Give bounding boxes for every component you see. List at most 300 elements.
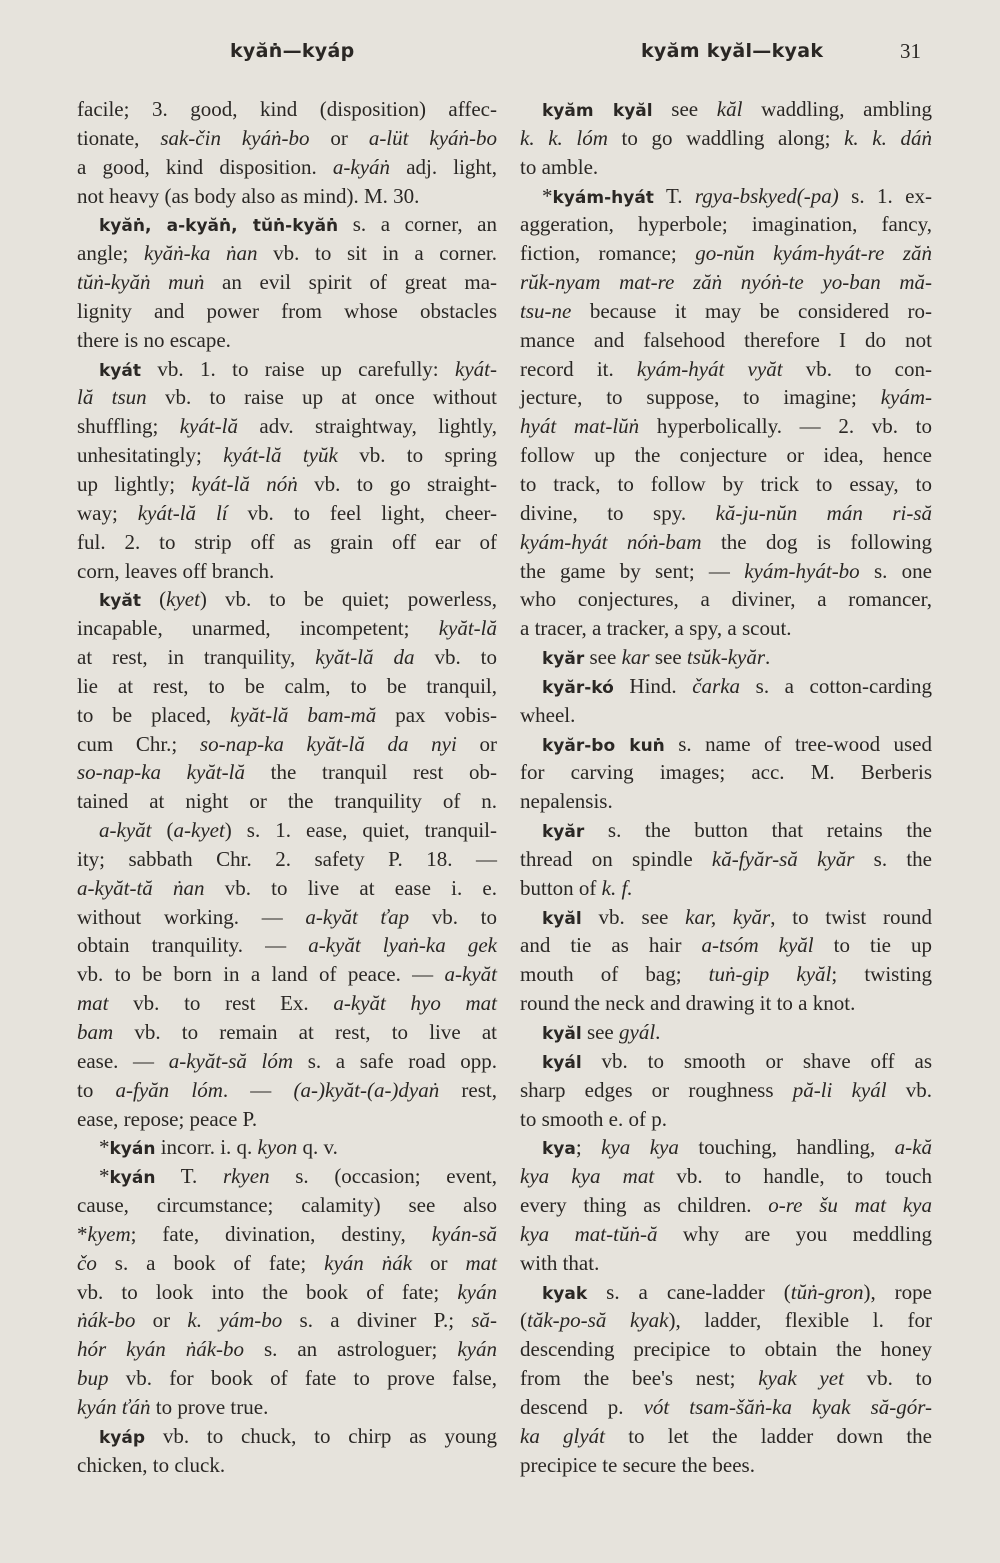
text-run: to — [77, 1077, 116, 1102]
text-run: not heavy (as body also as mind). M. 30. — [77, 183, 420, 208]
text-run: to prove true. — [150, 1394, 269, 1419]
headword: kyăṅ, a-kyăṅ, tŭṅ-kyăṅ — [99, 216, 339, 237]
text-run: vb. see — [581, 904, 686, 929]
text-line — [520, 1335, 932, 1364]
text-run: vb. to be born in a land of peace. — — [77, 962, 445, 987]
text-run: ( — [520, 1308, 527, 1333]
text-run: . — [765, 645, 771, 670]
italic-term: kya kya mat — [520, 1164, 655, 1189]
text-line — [77, 672, 497, 701]
text-line — [77, 643, 497, 672]
text-run: vb. to sit in a corner. — [257, 241, 497, 266]
text-line — [77, 816, 497, 845]
italic-term: kă-fyăr-să kyăr — [711, 846, 855, 871]
text-line — [520, 499, 932, 528]
headword: kyál — [542, 1052, 582, 1073]
text-line — [77, 1249, 497, 1278]
text-line — [520, 874, 932, 903]
text-line — [77, 1047, 497, 1076]
italic-term: a-kyăt-tă ṅan — [77, 875, 205, 900]
text-run: s. 1. ex- — [838, 183, 932, 208]
italic-term: mat — [77, 991, 109, 1016]
text-line — [520, 1162, 932, 1191]
text-run: without working. — — [77, 904, 306, 929]
text-line — [520, 758, 932, 787]
text-run: adj. light, — [390, 154, 497, 179]
text-run: wheel. — [520, 702, 576, 727]
text-run: shuffling; — [77, 414, 180, 439]
text-line — [520, 1133, 932, 1162]
headword: kyăm kyăl — [542, 101, 653, 121]
text-run: s. name of tree-wood used — [664, 731, 933, 756]
text-run: corn, leaves off branch. — [77, 558, 275, 583]
text-line — [520, 931, 932, 960]
italic-term: kyăt-lă bam-mă — [230, 702, 377, 727]
italic-term: kyăt-lă — [438, 616, 497, 641]
italic-term: kyăt-lă da — [315, 645, 415, 670]
text-run: vb. to — [409, 904, 498, 929]
text-line — [520, 1249, 932, 1278]
headword: kyăr — [542, 822, 585, 843]
text-run: s. a diviner P.; — [282, 1308, 472, 1333]
text-run: to track, to follow by trick to essay, to — [520, 471, 932, 496]
italic-term: kă-ju-nŭn mán ri-să — [715, 500, 932, 525]
text-line — [520, 672, 932, 701]
text-run: to amble. — [520, 154, 599, 179]
italic-term: a-kyăt hyo mat — [333, 991, 497, 1016]
italic-term: kyet — [166, 587, 200, 612]
italic-term: bup — [77, 1366, 109, 1391]
text-line — [520, 239, 932, 268]
text-run: ease, repose; peace P. — [77, 1106, 258, 1131]
text-run: touching, handling, — [678, 1135, 895, 1160]
text-line — [77, 268, 497, 297]
text-run: vb. to — [414, 645, 498, 670]
headword: kyăl — [542, 1024, 582, 1044]
text-run: vb. to chuck, to chirp as young — [145, 1423, 497, 1448]
text-run: precipice te secure the bees. — [520, 1452, 755, 1477]
text-run: at rest, in tranquility, — [77, 645, 316, 670]
text-run: ) s. 1. ease, quiet, tranquil- — [224, 818, 497, 843]
text-run: vb. for book of fate to prove false, — [108, 1366, 497, 1391]
text-run: descending precipice to obtain the honey — [520, 1337, 932, 1362]
text-run: hyperbolically. — 2. vb. to — [639, 414, 933, 439]
headword: kyám-hyát — [552, 187, 654, 208]
text-run: s. the — [854, 846, 932, 871]
text-line — [77, 903, 497, 932]
italic-term: čarka — [692, 673, 741, 698]
italic-term: a-kyăt lyaṅ-ka gek — [308, 933, 497, 958]
italic-term: kyám- — [880, 385, 932, 410]
text-run: waddling, ambling — [742, 97, 932, 121]
italic-term: kyám-hyát nóṅ-bam — [520, 529, 702, 554]
text-run: from the bee's nest; — [520, 1366, 759, 1391]
text-line — [520, 1364, 932, 1393]
italic-term: a-tsóm kyăl — [701, 933, 814, 958]
headword: kyán — [109, 1168, 156, 1189]
text-line — [77, 1278, 497, 1307]
italic-term: tŭṅ-gron — [790, 1279, 864, 1304]
text-run: or — [412, 1250, 466, 1275]
text-run: cum Chr.; — [77, 731, 200, 756]
text-run: vb. to — [843, 1366, 932, 1391]
italic-term: a-kyăt — [99, 818, 152, 843]
italic-term: a-kyet — [173, 818, 225, 843]
text-line — [520, 787, 932, 816]
text-line — [77, 874, 497, 903]
italic-term: a-kyáṅ — [332, 154, 391, 179]
italic-term: kar — [621, 645, 650, 670]
text-line — [520, 470, 932, 499]
italic-term: gyál — [619, 1020, 656, 1044]
text-run: chicken, to cluck. — [77, 1452, 226, 1477]
text-run: every thing as children. — [520, 1193, 769, 1218]
right-column — [520, 95, 932, 1480]
italic-term: a-kyăt ťap — [305, 904, 410, 929]
italic-term: kar, kyăr — [685, 904, 771, 929]
text-line — [520, 730, 932, 759]
text-run: see — [581, 1020, 620, 1044]
text-run: mouth of bag; — [520, 962, 709, 987]
text-run: and tie as hair — [520, 933, 702, 958]
text-run: unhesitatingly; — [77, 443, 224, 468]
text-line — [77, 124, 497, 153]
text-run: divine, to spy. — [520, 500, 716, 525]
text-run: see — [652, 97, 717, 121]
text-run: fiction, romance; — [520, 241, 696, 266]
text-run: mance and falsehood therefore I do not — [520, 327, 932, 352]
text-line — [77, 95, 497, 124]
text-run: to let the ladder down the — [605, 1423, 932, 1448]
left-column — [77, 95, 497, 1480]
text-run: vb. to live at ease i. e. — [204, 875, 497, 900]
headword: kyát — [99, 360, 141, 381]
text-line — [77, 1076, 497, 1105]
text-run: * — [542, 183, 553, 208]
text-line — [520, 210, 932, 239]
text-run: ) vb. to be quiet; powerless, — [199, 587, 497, 612]
italic-term: so-nap-ka kyăt-lă — [77, 760, 245, 785]
italic-term: kyăṅ-ka ṅan — [143, 241, 258, 266]
text-line — [77, 1335, 497, 1364]
text-run: adv. straightway, lightly, — [238, 414, 497, 439]
headword: kyak — [542, 1283, 588, 1304]
text-run: nepalensis. — [520, 789, 613, 814]
text-run: vb. to handle, to touch — [654, 1164, 932, 1189]
text-run: why are you meddling — [657, 1221, 933, 1246]
text-run: rest, — [439, 1077, 498, 1102]
italic-term: (a-)kyăt-(a-)dyaṅ — [293, 1077, 440, 1102]
text-line — [520, 614, 932, 643]
text-run: sharp edges or roughness — [520, 1077, 793, 1102]
text-line — [520, 557, 932, 586]
text-line — [77, 1191, 497, 1220]
text-run: s. the button that retains the — [584, 818, 932, 843]
italic-term: k. k. lóm — [520, 125, 608, 150]
text-run: to tie up — [813, 933, 932, 958]
text-line — [77, 1162, 497, 1191]
text-line — [77, 355, 497, 384]
text-run: vb. — [886, 1077, 933, 1102]
italic-term: kya kya — [601, 1135, 679, 1160]
text-run: vb. to raise up at once without — [146, 385, 497, 410]
text-line — [77, 297, 497, 326]
text-run: the dog is following — [701, 529, 932, 554]
text-run: a good, kind disposition. — [77, 154, 333, 179]
text-run: the game by sent; — — [520, 558, 745, 583]
text-run: to go waddling along; — [607, 125, 845, 150]
text-line — [77, 787, 497, 816]
text-line — [520, 1105, 932, 1134]
italic-term: kyak yet — [758, 1366, 844, 1391]
text-run: s. an astrologuer; — [244, 1337, 458, 1362]
text-run: incapable, unarmed, incompetent; — [77, 616, 439, 641]
text-line — [77, 1393, 497, 1422]
text-line — [77, 1306, 497, 1335]
text-run: s. a cotton-carding — [740, 673, 932, 698]
text-run: s. a corner, an — [338, 212, 497, 237]
running-header — [0, 40, 1000, 80]
italic-term: kyán ťáṅ — [77, 1394, 151, 1419]
italic-term: kyem — [87, 1221, 131, 1246]
italic-term: k. yám-bo — [187, 1308, 283, 1333]
text-line — [77, 383, 497, 412]
headword: kyăl — [542, 908, 582, 929]
text-line — [77, 701, 497, 730]
text-run: to be placed, — [77, 702, 231, 727]
text-run: ), rope — [863, 1279, 932, 1304]
text-line — [77, 1451, 497, 1480]
text-line — [520, 701, 932, 730]
text-line — [77, 1018, 497, 1047]
text-run: up lightly; — [77, 471, 192, 496]
italic-term: kyán — [457, 1337, 497, 1362]
text-run: ( — [151, 818, 174, 843]
italic-term: să- — [471, 1308, 497, 1333]
text-run: button of — [520, 875, 602, 900]
text-line — [520, 960, 932, 989]
italic-term: tŭṅ-kyăṅ muṅ — [77, 270, 205, 295]
headword: kyáp — [99, 1427, 146, 1448]
text-run: vb. to remain at rest, to live at — [113, 1020, 497, 1044]
text-line — [77, 585, 497, 614]
headword: kya — [542, 1139, 576, 1160]
text-run: ( — [141, 587, 167, 612]
text-line — [77, 1422, 497, 1451]
text-line — [520, 643, 932, 672]
text-run: there is no escape. — [77, 327, 231, 352]
header-left-guide-words: kyăṅ—kyáp — [230, 40, 355, 62]
text-run: s. a book of fate; — [96, 1250, 325, 1275]
text-line — [77, 210, 497, 239]
text-run: , to twist round — [770, 904, 932, 929]
text-line — [77, 989, 497, 1018]
text-line — [520, 845, 932, 874]
text-run: vb. to feel light, cheer- — [227, 500, 497, 525]
text-line — [520, 1191, 932, 1220]
italic-term: kyán — [457, 1279, 497, 1304]
italic-term: a-kyăt — [444, 962, 497, 987]
text-run: * — [77, 1221, 88, 1246]
italic-term: rŭk-nyam mat-re zăṅ nyóṅ-te yo-ban mă- — [520, 270, 932, 295]
text-run: thread on spindle — [520, 846, 712, 871]
text-run: tionate, — [77, 125, 161, 150]
text-line — [77, 239, 497, 268]
text-run: with that. — [520, 1250, 600, 1275]
headword: kyán — [109, 1139, 156, 1160]
text-line — [77, 557, 497, 586]
text-line — [77, 153, 497, 182]
text-line — [520, 1018, 932, 1047]
text-run: cause, circumstance; calamity) see also — [77, 1193, 497, 1218]
text-run: vb. to spring — [337, 443, 497, 468]
text-run: * — [99, 1164, 110, 1189]
italic-term: o-re šu mat kya — [768, 1193, 932, 1218]
text-run: facile; 3. good, kind (disposition) affec- — [77, 97, 497, 121]
text-run: follow up the conjecture or idea, hence — [520, 443, 932, 468]
text-line — [520, 1393, 932, 1422]
text-run: see — [649, 645, 687, 670]
italic-term: kyát- — [455, 356, 497, 381]
text-run: record it. — [520, 356, 637, 381]
text-run: pax vobis- — [376, 702, 497, 727]
text-run: vb. to smooth or shave off as — [581, 1048, 932, 1073]
text-line — [77, 931, 497, 960]
text-run: ), ladder, flexible l. for — [668, 1308, 932, 1333]
text-line — [520, 1306, 932, 1335]
text-line — [520, 412, 932, 441]
italic-term: kyát-lă — [179, 414, 238, 439]
text-line — [77, 1105, 497, 1134]
italic-term: a-kyăt-să lóm — [168, 1048, 294, 1073]
text-run: aggeration, hyperbole; imagination, fancy, — [520, 212, 932, 237]
text-line — [520, 1278, 932, 1307]
text-run: s. a cane-ladder ( — [587, 1279, 791, 1304]
text-line — [77, 1364, 497, 1393]
text-line — [520, 153, 932, 182]
text-run: descend p. — [520, 1394, 644, 1419]
text-run: or — [456, 731, 497, 756]
text-line — [520, 124, 932, 153]
text-line — [77, 730, 497, 759]
italic-term: vót tsam-šăṅ-ka kyak să-gór- — [643, 1394, 932, 1419]
text-run: or — [309, 125, 369, 150]
text-run: round the neck and drawing it to a knot. — [520, 991, 856, 1016]
italic-term: hyát mat-lŭṅ — [520, 414, 640, 439]
text-line — [520, 297, 932, 326]
text-run: s. (occasion; event, — [269, 1164, 498, 1189]
page-number: 31 — [900, 39, 921, 63]
text-run: to smooth e. of p. — [520, 1106, 667, 1131]
italic-term: kya mat-tŭṅ-ă — [520, 1221, 658, 1246]
italic-term: tuṅ-gip kyăl — [708, 962, 832, 987]
italic-term: lă tsun — [77, 385, 147, 410]
text-line — [77, 758, 497, 787]
italic-term: kyán ṅák — [324, 1250, 413, 1275]
text-line — [520, 1220, 932, 1249]
text-run: see — [584, 645, 622, 670]
text-run: vb. to con- — [782, 356, 933, 381]
italic-term: kyát-lă tyŭk — [223, 443, 338, 468]
text-line — [77, 528, 497, 557]
italic-term: go-nŭn kyám-hyát-re zăṅ — [695, 241, 932, 266]
headword: kyăt — [99, 591, 141, 612]
text-line — [520, 326, 932, 355]
headword: kyăr-bo kuṅ — [542, 735, 665, 756]
italic-term: tsu-ne — [520, 298, 572, 323]
text-line — [77, 499, 497, 528]
text-run: ; fate, divination, destiny, — [130, 1221, 432, 1246]
italic-term: kyon — [257, 1135, 298, 1160]
italic-term: rkyen — [222, 1164, 270, 1189]
text-line — [77, 470, 497, 499]
text-line — [520, 441, 932, 470]
text-run: vb. to go straight- — [297, 471, 497, 496]
text-run: incorr. i. q. — [155, 1135, 258, 1160]
text-run: vb. 1. to raise up carefully: — [141, 356, 456, 381]
text-run: ful. 2. to strip off as grain off ear of — [77, 529, 497, 554]
text-run: lignity and power from whose obstacles — [77, 298, 497, 323]
header-right-guide-words: kyăm kyăl—kyak — [641, 40, 824, 62]
text-line — [520, 355, 932, 384]
text-line — [520, 1047, 932, 1076]
text-line — [77, 1220, 497, 1249]
italic-term: kăl — [716, 97, 743, 121]
headword: kyăr-kó — [542, 677, 614, 698]
text-run: . — [655, 1020, 661, 1044]
text-run: ease. — — [77, 1048, 169, 1073]
italic-term: bam — [77, 1020, 114, 1044]
text-run: way; — [77, 500, 138, 525]
italic-term: ṅák-bo — [77, 1308, 136, 1333]
text-line — [520, 1422, 932, 1451]
text-run: ; — [575, 1135, 602, 1160]
italic-term: k. k. dáṅ — [844, 125, 932, 150]
text-run: angle; — [77, 241, 144, 266]
text-run: the tranquil rest ob- — [244, 760, 497, 785]
italic-term: čo — [77, 1250, 97, 1275]
text-run: s. a safe road opp. — [293, 1048, 498, 1073]
italic-term: ka glyát — [520, 1423, 606, 1448]
italic-term: rgya-bskyed(-pa) — [694, 183, 839, 208]
text-line — [520, 528, 932, 557]
text-run: or — [135, 1308, 188, 1333]
text-run: T. — [155, 1164, 223, 1189]
italic-term: sak-čin kyáṅ-bo — [160, 125, 310, 150]
text-line — [77, 1133, 497, 1162]
text-run: obtain tranquility. — — [77, 933, 309, 958]
text-run: . — — [222, 1077, 294, 1102]
text-line — [520, 95, 932, 124]
text-line — [520, 585, 932, 614]
text-line — [77, 845, 497, 874]
text-run: ; twisting — [831, 962, 933, 987]
italic-term: a-fyăn lóm — [115, 1077, 223, 1102]
text-run: a tracer, a tracker, a spy, a scout. — [520, 616, 792, 641]
text-run: vb. to rest Ex. — [108, 991, 334, 1016]
text-line — [77, 182, 497, 211]
text-line — [520, 182, 932, 211]
text-run: vb. to look into the book of fate; — [77, 1279, 458, 1304]
text-line — [77, 441, 497, 470]
italic-term: tsŭk-kyăr — [686, 645, 766, 670]
text-run: q. v. — [297, 1135, 338, 1160]
text-run: * — [99, 1135, 110, 1160]
italic-term: mat — [465, 1250, 497, 1275]
text-line — [520, 816, 932, 845]
text-run: for carving images; acc. M. Berberis — [520, 760, 932, 785]
italic-term: kyát-lă lí — [137, 500, 228, 525]
